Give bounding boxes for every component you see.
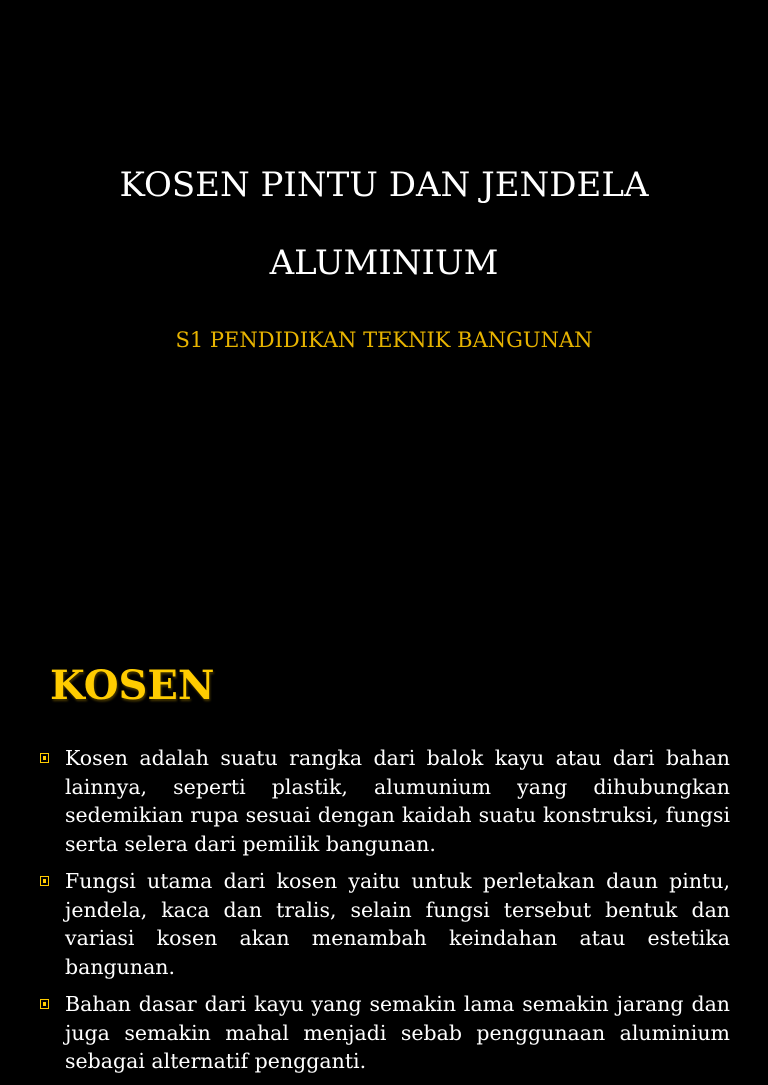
square-bullet-icon bbox=[40, 876, 49, 886]
slide-subtitle: S1 PENDIDIKAN TEKNIK BANGUNAN bbox=[175, 328, 593, 352]
square-bullet-icon bbox=[40, 999, 49, 1009]
bullet-text: Bahan dasar dari kayu yang semakin lama semakin jarang dan juga semakin mahal menjadi sebab penggunaan aluminium sebagai alternatif pengganti. bbox=[65, 992, 730, 1073]
bullet-list bbox=[38, 744, 730, 1085]
bullet-item bbox=[38, 990, 730, 1076]
square-bullet-icon bbox=[40, 753, 49, 763]
bullet-item bbox=[38, 867, 730, 981]
bullet-text: Kosen adalah suatu rangka dari balok kayu atau dari bahan lainnya, seperti plastik, alumunium yang dihubungkan sedemikian rupa sesuai dengan kaidah suatu konstruksi, fungsi serta selera dari pemilik bangunan. bbox=[65, 746, 730, 856]
slide-title-line-1: KOSEN PINTU DAN JENDELA bbox=[119, 165, 649, 205]
content-slide bbox=[0, 620, 768, 1073]
section-heading: KOSEN bbox=[50, 662, 215, 709]
bullet-item bbox=[38, 744, 730, 858]
bullet-text: Fungsi utama dari kosen yaitu untuk perletakan daun pintu, jendela, kaca dan tralis, selain fungsi tersebut bentuk dan variasi kosen akan menambah keindahan atau estetika bangunan. bbox=[65, 869, 730, 979]
slide-title-line-2: ALUMINIUM bbox=[269, 243, 499, 283]
